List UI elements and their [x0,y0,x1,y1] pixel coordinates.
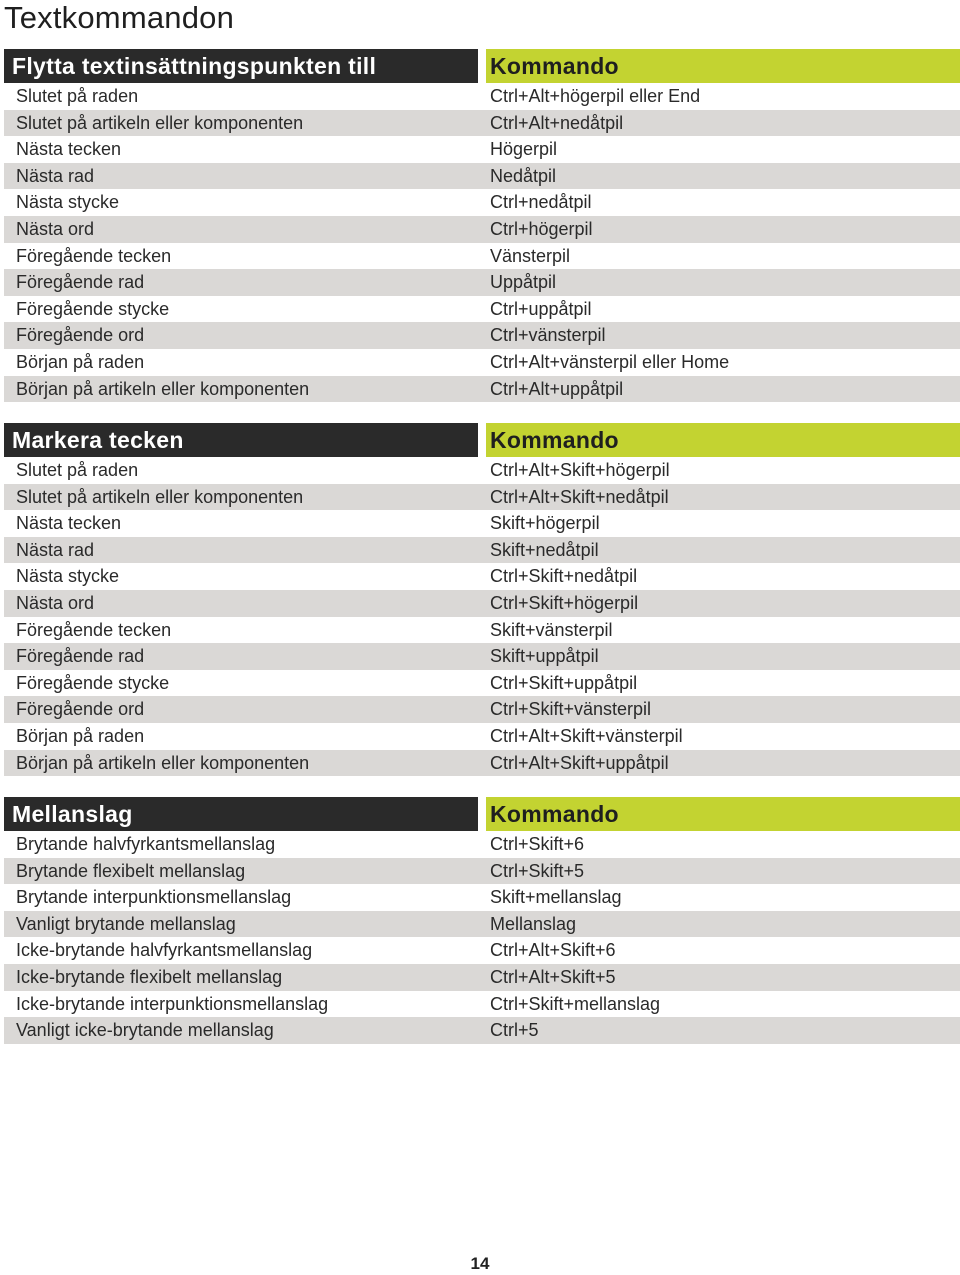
action-label: Föregående tecken [16,619,172,640]
table-row [4,670,960,697]
action-label: Slutet på raden [16,86,139,106]
action-label: Början på artikeln eller komponenten [16,378,310,399]
table-row [4,858,960,885]
command-table [4,831,960,1044]
command-column-header: Kommando [486,423,960,457]
table-row [4,349,960,376]
section-header [4,49,960,83]
section-move-cursor [4,49,960,402]
action-label: Föregående rad [16,272,145,293]
shortcut-label: Ctrl+5 [490,1020,539,1041]
section-title: Mellanslag [4,797,478,831]
action-label: Icke-brytande halvfyrkantsmellanslag [16,940,313,961]
action-label: Föregående stycke [16,298,170,319]
page-title: Textkommandon [4,0,235,35]
table-row [4,136,960,163]
action-label: Föregående rad [16,646,145,667]
shortcut-label: Ctrl+vänsterpil [490,325,606,346]
command-column-header: Kommando [486,49,960,83]
shortcut-label: Mellanslag [490,913,577,934]
shortcut-label: Ctrl+Skift+5 [490,860,585,881]
table-row [4,937,960,964]
action-label: Början på artikeln eller komponenten [16,752,310,773]
table-row [4,457,960,484]
action-label: Vanligt icke-brytande mellanslag [16,1020,274,1041]
shortcut-label: Ctrl+Alt+högerpil eller End [490,86,701,106]
shortcut-label: Ctrl+Skift+vänsterpil [490,699,652,720]
table-row [4,537,960,564]
action-label: Brytande interpunktionsmellanslag [16,887,292,908]
action-label: Nästa rad [16,165,95,186]
shortcut-label: Ctrl+Alt+Skift+6 [490,940,616,961]
section-header [4,423,960,457]
action-label: Nästa ord [16,592,95,613]
shortcut-label: Ctrl+uppåtpil [490,298,592,319]
action-label: Föregående stycke [16,672,170,693]
header-gap [478,797,486,831]
shortcut-label: Ctrl+Alt+Skift+5 [490,966,616,987]
table-row [4,110,960,137]
shortcut-label: Ctrl+Alt+Skift+uppåtpil [490,752,669,773]
table-row [4,163,960,190]
table-row [4,510,960,537]
action-label: Nästa tecken [16,139,122,160]
table-row [4,1017,960,1044]
shortcut-label: Skift+nedåtpil [490,539,599,560]
shortcut-label: Ctrl+Alt+Skift+nedåtpil [490,486,669,507]
section-spaces [4,797,960,1044]
shortcut-label: Vänsterpil [490,245,571,266]
table-row [4,723,960,750]
shortcut-label: Ctrl+Alt+Skift+vänsterpil [490,725,683,746]
action-label: Nästa ord [16,218,95,239]
action-label: Nästa rad [16,539,95,560]
action-label: Slutet på artikeln eller komponenten [16,112,304,133]
section-title: Markera tecken [4,423,478,457]
command-table [4,457,960,776]
shortcut-label: Högerpil [490,139,558,160]
table-row [4,911,960,938]
shortcut-label: Skift+uppåtpil [490,646,599,667]
action-label: Brytande flexibelt mellanslag [16,860,246,881]
action-label: Början på raden [16,725,145,746]
shortcut-label: Ctrl+Alt+nedåtpil [490,112,624,133]
action-label: Början på raden [16,351,145,372]
action-label: Slutet på raden [16,460,139,480]
table-row [4,991,960,1018]
table-row [4,376,960,403]
action-label: Icke-brytande interpunktionsmellanslag [16,993,329,1014]
section-select-characters [4,423,960,776]
header-gap [478,423,486,457]
table-row [4,750,960,777]
action-label: Föregående ord [16,699,145,720]
action-label: Icke-brytande flexibelt mellanslag [16,966,283,987]
table-row [4,884,960,911]
action-label: Föregående tecken [16,245,172,266]
action-label: Nästa stycke [16,192,120,213]
table-row [4,83,960,110]
table-row [4,189,960,216]
header-gap [478,49,486,83]
shortcut-label: Nedåtpil [490,165,557,186]
table-row [4,484,960,511]
table-row [4,563,960,590]
table-row [4,696,960,723]
shortcut-label: Ctrl+Skift+nedåtpil [490,566,638,587]
shortcut-label: Ctrl+Skift+högerpil [490,592,639,613]
shortcut-label: Ctrl+Alt+vänsterpil eller Home [490,351,730,372]
table-row [4,964,960,991]
table-row [4,216,960,243]
shortcut-label: Ctrl+Alt+uppåtpil [490,378,624,399]
page-number: 14 [470,1254,490,1273]
table-row [4,831,960,858]
table-row [4,617,960,644]
section-title: Flytta textinsättningspunkten till [4,49,478,83]
shortcut-label: Uppåtpil [490,272,557,293]
shortcut-label: Skift+mellanslag [490,887,622,908]
command-column-header: Kommando [486,797,960,831]
section-header [4,797,960,831]
action-label: Brytande halvfyrkantsmellanslag [16,834,276,854]
command-table [4,83,960,402]
shortcut-label: Skift+vänsterpil [490,619,613,640]
shortcut-label: Skift+högerpil [490,513,600,534]
table-row [4,243,960,270]
action-label: Nästa stycke [16,566,120,587]
shortcut-label: Ctrl+högerpil [490,218,593,239]
shortcut-label: Ctrl+Alt+Skift+högerpil [490,460,670,480]
shortcut-label: Ctrl+Skift+uppåtpil [490,672,638,693]
table-row [4,590,960,617]
action-label: Slutet på artikeln eller komponenten [16,486,304,507]
table-row [4,322,960,349]
shortcut-label: Ctrl+nedåtpil [490,192,592,213]
action-label: Föregående ord [16,325,145,346]
table-row [4,296,960,323]
action-label: Nästa tecken [16,513,122,534]
shortcut-label: Ctrl+Skift+6 [490,834,585,854]
table-row [4,643,960,670]
action-label: Vanligt brytande mellanslag [16,913,236,934]
table-row [4,269,960,296]
shortcut-label: Ctrl+Skift+mellanslag [490,993,661,1014]
